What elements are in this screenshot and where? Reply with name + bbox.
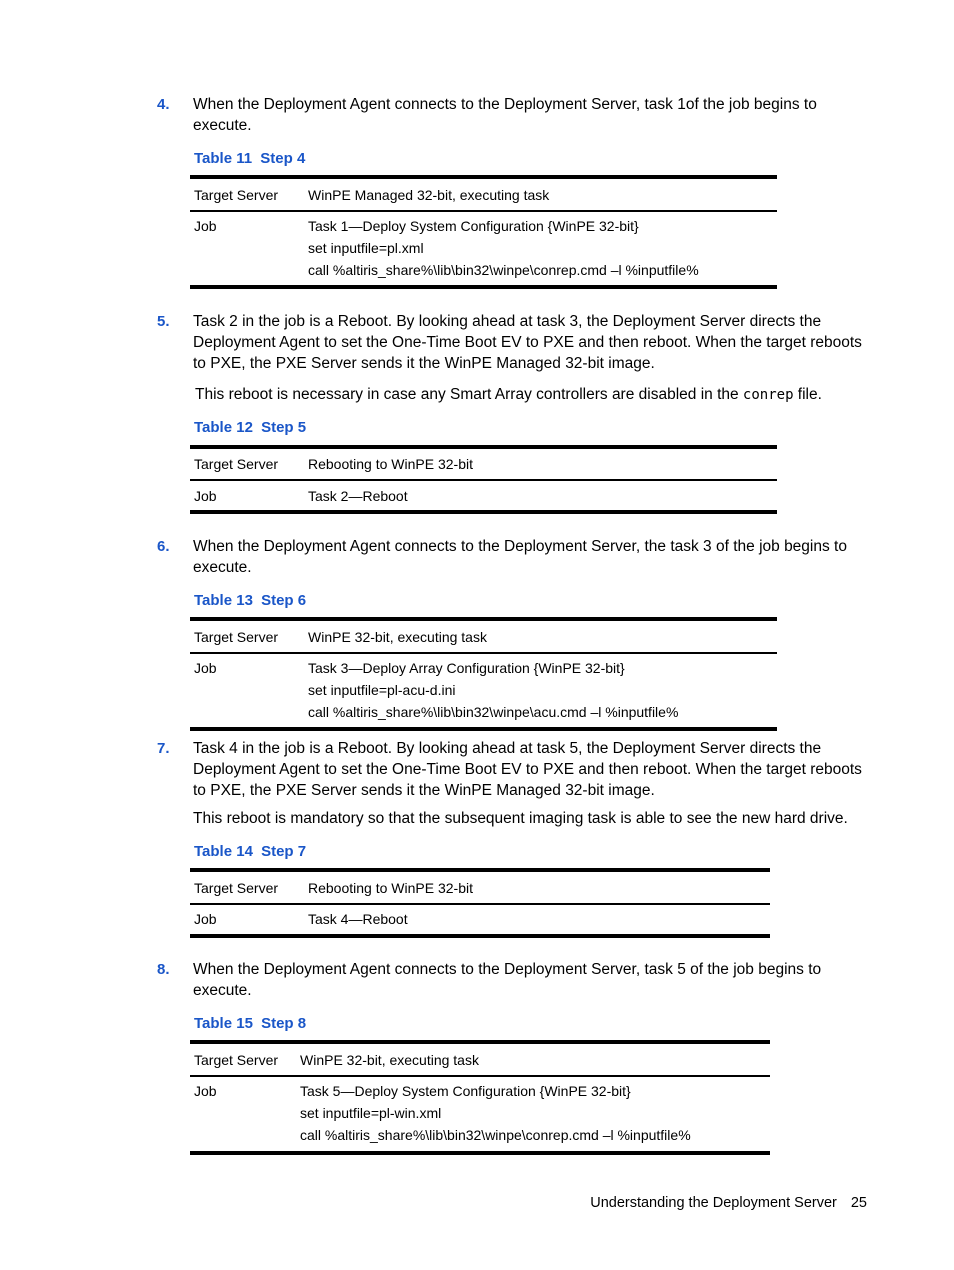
table-row-rule: [190, 210, 777, 212]
step-note: [195, 384, 867, 406]
step-text: When the Deployment Agent connects to the Deployment Server, task 1of the job begins to execute.: [193, 96, 817, 134]
step-text: When the Deployment Agent connects to the Deployment Server, task 5 of the job begins to execute.: [193, 961, 822, 999]
table-key: Target Server: [194, 456, 279, 472]
table-value-line: Task 1—Deploy System Configuration {WinPE 32-bit}: [308, 218, 639, 234]
step-number: 6.: [157, 538, 170, 555]
page-footer: [590, 1193, 867, 1213]
table-key: Target Server: [194, 187, 279, 203]
step-table: [190, 1040, 770, 1156]
table-value-line: Task 2—Reboot: [308, 488, 408, 504]
table-label: Table 15: [194, 1015, 253, 1032]
table-value: Rebooting to WinPE 32-bit: [308, 456, 473, 472]
step-table: [190, 868, 770, 938]
table-label: Table 14: [194, 843, 253, 860]
table-value: WinPE Managed 32-bit, executing task: [308, 187, 550, 203]
table-value-line: set inputfile=pl-win.xml: [300, 1105, 442, 1121]
table-key: Job: [194, 488, 217, 504]
step-table: [190, 617, 777, 732]
page-number: 25: [850, 1195, 867, 1211]
step-note: This reboot is mandatory so that the subsequent imaging task is able to see the new hard drive.: [193, 810, 848, 827]
table-value-line: set inputfile=pl.xml: [308, 240, 424, 256]
footer-section-title: Understanding the Deployment Server: [590, 1195, 837, 1211]
table-caption: [194, 150, 309, 168]
table-value: WinPE 32-bit, executing task: [300, 1052, 479, 1068]
step-note-text: This reboot is necessary in case any Smart Array controllers are disabled in the: [195, 386, 743, 403]
table-label: Table 11: [194, 150, 253, 167]
table-row-rule: [190, 479, 777, 481]
table-value-line: call %altiris_share%\lib\bin32\winpe\acu.cmd –l %inputfile%: [308, 704, 679, 720]
step-text: Task 2 in the job is a Reboot. By looking ahead at task 3, the Deployment Server directs the Deployment Agent to set the One-Time Boot EV to PXE and then reboot. When the target reboots to PXE, the PXE Server sends it the WinPE Managed 32-bit image.: [193, 313, 862, 372]
table-value-line: call %altiris_share%\lib\bin32\winpe\conrep.cmd –l %inputfile%: [308, 262, 699, 278]
table-title: Step 4: [260, 150, 306, 167]
table-key: Job: [194, 1083, 217, 1099]
step-number: 8.: [157, 961, 170, 978]
table-bottom-rule: [190, 934, 770, 938]
table-value-line: Task 3—Deploy Array Configuration {WinPE 32-bit}: [308, 660, 625, 676]
table-row-rule: [190, 652, 777, 654]
table-title: Step 8: [261, 1015, 307, 1032]
table-value-line: Task 4—Reboot: [308, 911, 408, 927]
step-text: Task 4 in the job is a Reboot. By looking ahead at task 5, the Deployment Server directs the Deployment Agent to set the One-Time Boot EV to PXE and then reboot. When the target reboots to PXE, the PXE Server sends it the WinPE Managed 32-bit image.: [193, 740, 862, 799]
table-caption: [194, 1015, 310, 1033]
table-top-rule: [190, 445, 777, 449]
table-key: Job: [194, 218, 217, 234]
table-title: Step 7: [261, 843, 307, 860]
table-value-line: call %altiris_share%\lib\bin32\winpe\conrep.cmd –l %inputfile%: [300, 1127, 691, 1143]
table-value: WinPE 32-bit, executing task: [308, 629, 487, 645]
table-key: Job: [194, 911, 217, 927]
table-key: Job: [194, 660, 217, 676]
table-key: Target Server: [194, 629, 279, 645]
table-top-rule: [190, 868, 770, 872]
table-bottom-rule: [190, 510, 777, 514]
step-number: 4.: [157, 96, 170, 113]
step-table: [190, 175, 777, 290]
table-label: Table 12: [194, 419, 253, 436]
step-note-text: file.: [793, 386, 822, 403]
table-row-rule: [190, 1075, 770, 1077]
table-title: Step 5: [261, 419, 307, 436]
table-value-line: set inputfile=pl-acu-d.ini: [308, 682, 456, 698]
table-value: Rebooting to WinPE 32-bit: [308, 880, 473, 896]
step-number: 5.: [157, 313, 170, 330]
table-value-line: Task 5—Deploy System Configuration {WinPE 32-bit}: [300, 1083, 631, 1099]
table-caption: [194, 419, 310, 437]
table-key: Target Server: [194, 880, 279, 896]
table-top-rule: [190, 617, 777, 621]
code-conrep: conrep: [742, 387, 794, 403]
table-row-rule: [190, 903, 770, 905]
table-bottom-rule: [190, 285, 777, 289]
table-bottom-rule: [190, 727, 777, 731]
table-top-rule: [190, 1040, 770, 1044]
step-number: 7.: [157, 740, 170, 757]
table-title: Step 6: [261, 592, 307, 609]
table-label: Table 13: [194, 592, 253, 609]
table-bottom-rule: [190, 1151, 770, 1155]
table-key: Target Server: [194, 1052, 279, 1068]
table-caption: [194, 592, 310, 610]
step-text: When the Deployment Agent connects to the Deployment Server, the task 3 of the job begins to execute.: [193, 538, 847, 576]
table-top-rule: [190, 175, 777, 179]
table-caption: [194, 843, 310, 861]
step-table: [190, 445, 777, 515]
